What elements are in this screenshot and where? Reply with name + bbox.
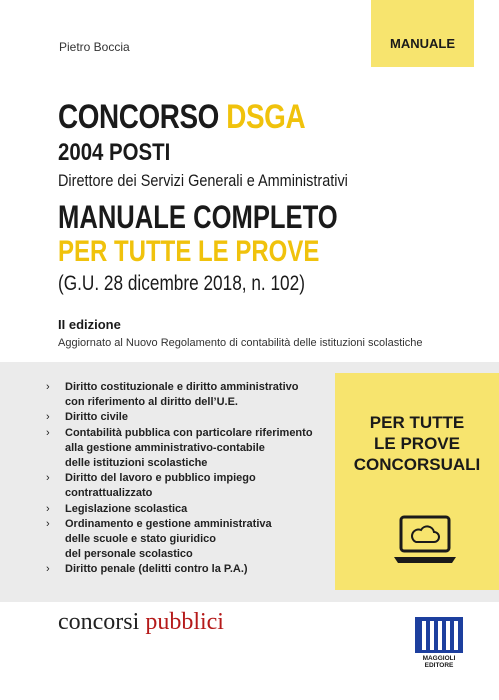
brand-part1: concorsi	[58, 609, 146, 635]
promo-text	[335, 412, 499, 475]
bullet-arrow: ›	[46, 563, 50, 576]
publisher-name	[407, 655, 471, 669]
topic-line: Diritto del lavoro e pubblico impiego	[65, 472, 256, 485]
topic-line: delle scuole e stato giuridico	[65, 533, 216, 546]
topic-line: contrattualizzato	[65, 487, 153, 500]
laptop-cloud-icon	[392, 513, 458, 569]
title-part2: DSGA	[226, 98, 306, 136]
edition: II edizione	[58, 317, 121, 332]
title-posti: 2004 POSTI	[58, 139, 171, 166]
promo-line: CONCORSUALI	[353, 455, 481, 474]
title-gu: (G.U. 28 dicembre 2018, n. 102)	[58, 272, 305, 295]
bullet-arrow: ›	[46, 517, 50, 530]
title-prove: PER TUTTE LE PROVE	[58, 235, 320, 268]
brand-logo	[58, 609, 224, 636]
promo-line: LE PROVE	[374, 434, 460, 453]
topic-line: Ordinamento e gestione amministrativa	[65, 517, 272, 530]
topic-line: Diritto costituzionale e diritto amministrativo	[65, 381, 299, 393]
title-main	[58, 98, 305, 137]
topic-item	[46, 380, 326, 410]
publisher-line: MAGGIOLI	[422, 655, 456, 662]
bullet-arrow: ›	[46, 411, 50, 424]
promo-line: PER TUTTE	[369, 413, 465, 432]
bullet-arrow: ›	[46, 381, 50, 393]
topics-list	[46, 380, 326, 578]
topic-item	[46, 517, 326, 563]
topic-line: Legislazione scolastica	[65, 502, 188, 515]
topic-item	[46, 426, 326, 472]
topic-line: del personale scolastico	[65, 548, 193, 561]
title-manual: MANUALE COMPLETO	[58, 199, 338, 235]
author: Pietro Boccia	[59, 40, 130, 54]
topic-item	[46, 471, 326, 501]
topic-line: Contabilità pubblica con particolare riferimento	[65, 426, 313, 439]
update-note: Aggiornato al Nuovo Regolamento di contabilità delle istituzioni scolastiche	[58, 337, 423, 349]
title-part1: CONCORSO	[58, 98, 227, 136]
label-tab	[371, 0, 474, 67]
topic-item	[46, 502, 326, 517]
bullet-arrow: ›	[46, 426, 50, 439]
topic-item	[46, 410, 326, 425]
publisher-line: EDITORE	[424, 662, 454, 669]
topic-line: Diritto penale (delitti contro la P.A.)	[65, 563, 248, 576]
bullet-arrow: ›	[46, 472, 50, 485]
label-text: MANUALE	[390, 36, 455, 51]
topic-line: alla gestione amministrativo-contabile	[65, 441, 265, 454]
topic-line: Diritto civile	[65, 411, 128, 424]
bullet-arrow: ›	[46, 502, 50, 515]
topic-item	[46, 562, 326, 577]
title-subtitle: Direttore dei Servizi Generali e Amministrativi	[58, 171, 348, 190]
topic-line: delle istituzioni scolastiche	[65, 457, 208, 470]
brand-part2: pubblici	[145, 609, 224, 635]
topic-line: con riferimento al diritto dell’U.E.	[65, 396, 238, 409]
